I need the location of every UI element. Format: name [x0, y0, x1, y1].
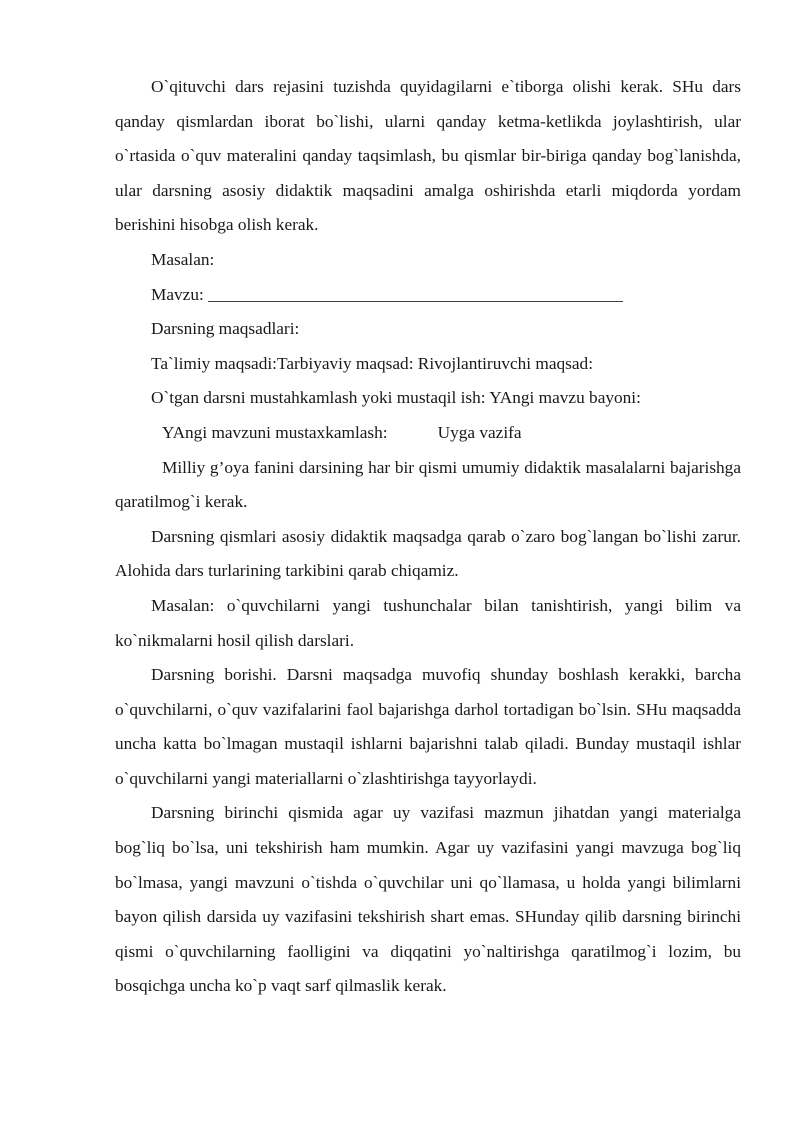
paragraph-first-part: Darsning birinchi qismida agar uy vazifasi mazmun jihatdan yangi materialga bog`liq bo`lsa, uni tekshirish ham mumkin. Agar uy vazifasini yangi mavzuga bog`liq bo`lmasa, yangi mavzuni o`tishda o`quvchilar uni qo`llamasa, u holda yangi bilimlarni bayon qilish darsida uy vazifasini tekshirish shart emas. SHunday qilib darsning birinchi qismi o`quvchilarning faolligini va diqqatini yo`naltirishga qaratilmog`i lozim, bu bosqichga uncha ko`p vaqt sarf qilmaslik kerak.: [115, 803, 741, 996]
lesson-goals-label: Darsning maqsadlari:: [151, 319, 300, 339]
paragraph-lesson-parts: Darsning qismlari asosiy didaktik maqsadga qarab o`zaro bog`langan bo`lishi zarur. Alohida dars turlarining tarkibini qarab chiqamiz.: [115, 526, 741, 581]
previous-lesson-line: O`tgan darsni mustahkamlash yoki mustaqil ish: YAngi mavzu bayoni:: [151, 388, 641, 408]
paragraph-example-new-concepts: Masalan: o`quvchilarni yangi tushunchalar bilan tanishtirish, yangi bilim va ko`nikmalarni hosil qilish darslari.: [115, 595, 741, 650]
paragraph-lesson-flow: Darsning borishi. Darsni maqsadga muvofiq shunday boshlash kerakki, barcha o`quvchilarni, o`quv vazifalarini faol bajarishga darhol tortadigan bo`lsin. SHu maqsadda uncha katta bo`lmagan mustaqil ishlarni bajarishni talab qiladi. Bunday mustaqil ishlar o`quvchilarni yangi materiallarni o`zlashtirishga tayyorlaydi.: [115, 665, 741, 788]
document-page: [115, 70, 741, 1004]
paragraph-national-idea: Milliy g’oya fanini darsining har bir qismi umumiy didaktik masalalarni bajarishga qaratilmog`i kerak.: [115, 457, 741, 512]
goal-types-line: Ta`limiy maqsadi:Tarbiyaviy maqsad: Rivojlantiruvchi maqsad:: [151, 353, 593, 373]
topic-line: Mavzu: ________________________________________________: [151, 284, 623, 304]
example-label: Masalan:: [151, 249, 215, 269]
paragraph-lesson-plan-intro: O`qituvchi dars rejasini tuzishda quyidagilarni e`tiborga olishi kerak. SHu dars qanday qismlardan iborat bo`lishi, ularni qanday ketma-ketlikda joylashtirish, ular o`rtasida o`quv materalini qanday taqsimlash, bu qismlar bir-biriga qanday bog`lanishda, ular darsning asosiy didaktik maqsadini amalga oshirishda etarli miqdorda yordam berishini hisobga olish kerak.: [115, 77, 741, 235]
consolidation-line: [115, 416, 741, 451]
consolidation-label: YAngi mavzuni mustaxkamlash:: [162, 422, 388, 442]
homework-label: Uyga vazifa: [437, 422, 522, 442]
